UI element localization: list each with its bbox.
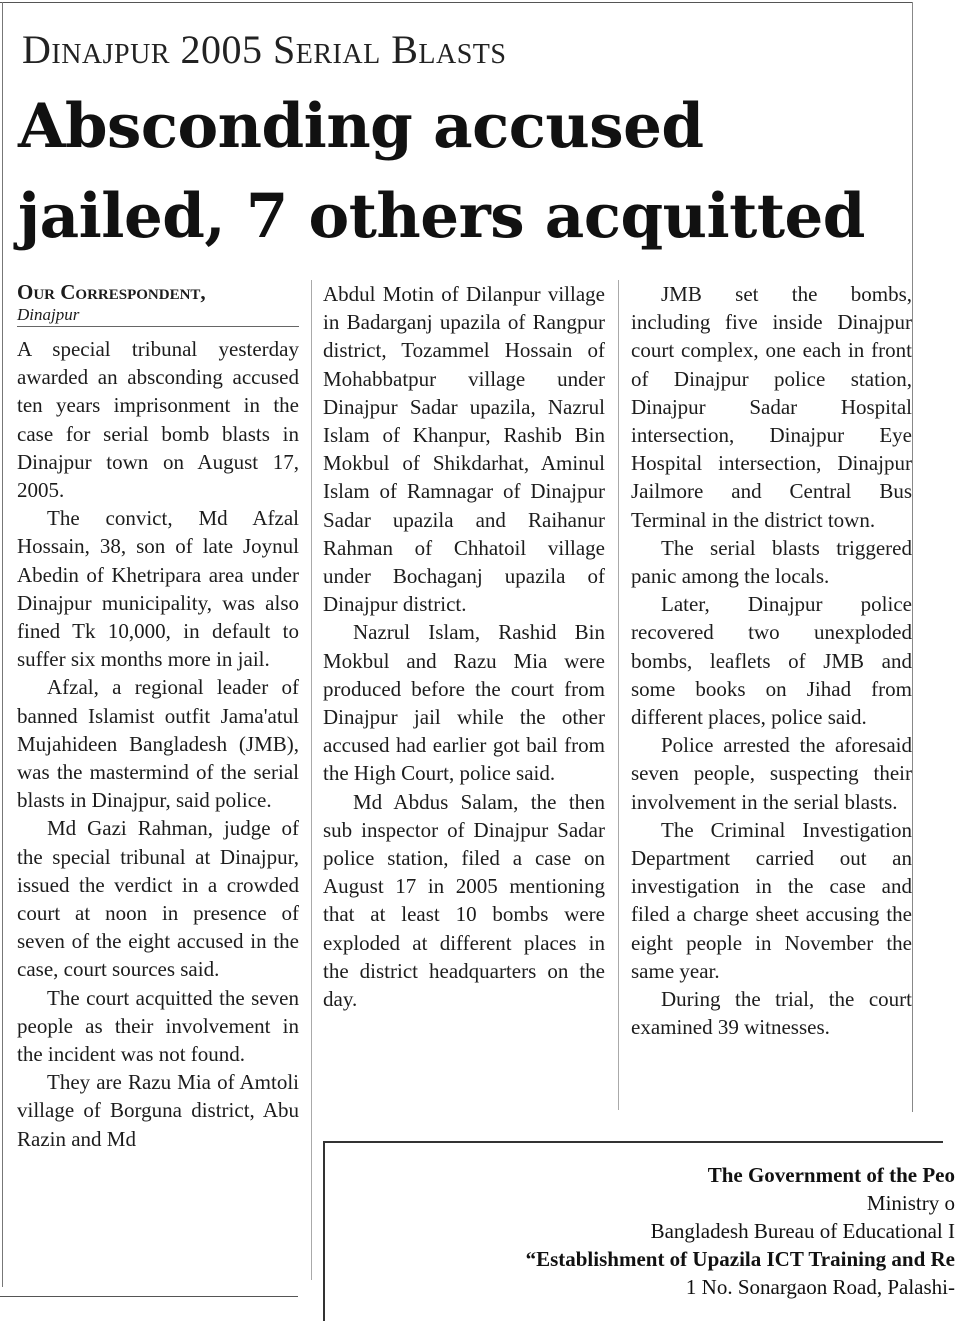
dateline: Dinajpur [17, 305, 80, 324]
advert-line: “Establishment of Upazila ICT Training and Re [525, 1247, 955, 1271]
paragraph: Md Abdus Salam, the then sub inspector of Dinajpur Sadar police station, filed a case on August 17 in 2005 mentioning that at least 10 bombs were exploded at different places in the district headquarters on the day. [323, 789, 605, 1012]
paragraph: The serial blasts triggered panic among the locals. [631, 535, 912, 589]
paragraph: The convict, Md Afzal Hossain, 38, son of late Joynul Abedin of Khetripara area under Dinajpur municipality, was also fined Tk 10,000, in default to suffer six months more in jail. [17, 506, 299, 672]
column-divider [311, 280, 312, 1280]
article-column-3 [631, 280, 912, 1041]
byline-rule [17, 326, 299, 327]
left-border-rule [2, 2, 3, 1287]
paragraph: Later, Dinajpur police recovered two unexploded bombs, leaflets of JMB and some books on Jihad from different places, police said. [631, 592, 912, 730]
byline: Our Correspondent, [17, 280, 206, 304]
advert-line: Bangladesh Bureau of Educational I [650, 1219, 955, 1243]
advert-line: Ministry o [866, 1191, 955, 1215]
column-divider [618, 280, 619, 1110]
paragraph: Abdul Motin of Dilanpur village in Badarganj upazila of Rangpur district, Tozammel Hossain of Mohabbatpur village under Dinajpur Sadar upazila, Nazrul Islam of Khanpur, Rashib Bin Mokbul of Shikdarhat, Aminul Islam of Ramnagar of Dinajpur Sadar upazila and Raihanur Rahman of Chhatoil village under Bochaganj upazila of Dinajpur district. [323, 282, 605, 617]
paragraph: The Criminal Investigation Department carried out an investigation in the case and filed a charge sheet accusing the eight people in November the same year. [631, 817, 912, 983]
top-border-rule [0, 2, 912, 3]
paragraph: The court acquitted the seven people as their involvement in the incident was not found. [17, 985, 299, 1067]
article-headline: Absconding accused jailed, 7 others acquitted [18, 91, 865, 252]
paragraph: During the trial, the court examined 39 witnesses. [631, 987, 912, 1040]
government-advert-box [323, 1141, 955, 1321]
article-kicker: Dinajpur 2005 Serial Blasts [22, 27, 507, 72]
paragraph: They are Razu Mia of Amtoli village of Borguna district, Abu Razin and Md [17, 1070, 299, 1151]
paragraph: Police arrested the aforesaid seven people, suspecting their involvement in the serial blasts. [631, 733, 912, 814]
article-column-2 [323, 280, 605, 1013]
paragraph: JMB set the bombs, including five inside Dinajpur court complex, one each in front of Dinajpur police station, Dinajpur Sadar Hospital intersection, Dinajpur Eye Hospital intersection, Dinajpur Jailmore and Central Bus Terminal in the district town. [631, 282, 912, 532]
bottom-rule [0, 1296, 298, 1297]
advert-line: 1 No. Sonargaon Road, Palashi- [685, 1275, 955, 1299]
paragraph: Afzal, a regional leader of banned Islamist outfit Jama'atul Mujahideen Bangladesh (JMB), was the mastermind of the serial blasts in Dinajpur, said police. [17, 675, 299, 813]
paragraph: Nazrul Islam, Rashid Bin Mokbul and Razu Mia were produced before the court from Dinajpur jail while the other accused had earlier got bail from the High Court, police said. [323, 620, 605, 786]
paragraph: A special tribunal yesterday awarded an absconding accused ten years imprisonment in the case for serial bomb blasts in Dinajpur town on August 17, 2005. [17, 337, 299, 503]
advert-line: The Government of the Peo [707, 1163, 955, 1187]
article-column-1 [17, 280, 299, 1153]
paragraph: Md Gazi Rahman, judge of the special tribunal at Dinajpur, issued the verdict in a crowded court at noon in presence of seven of the eight accused in the case, court sources said. [17, 816, 299, 982]
